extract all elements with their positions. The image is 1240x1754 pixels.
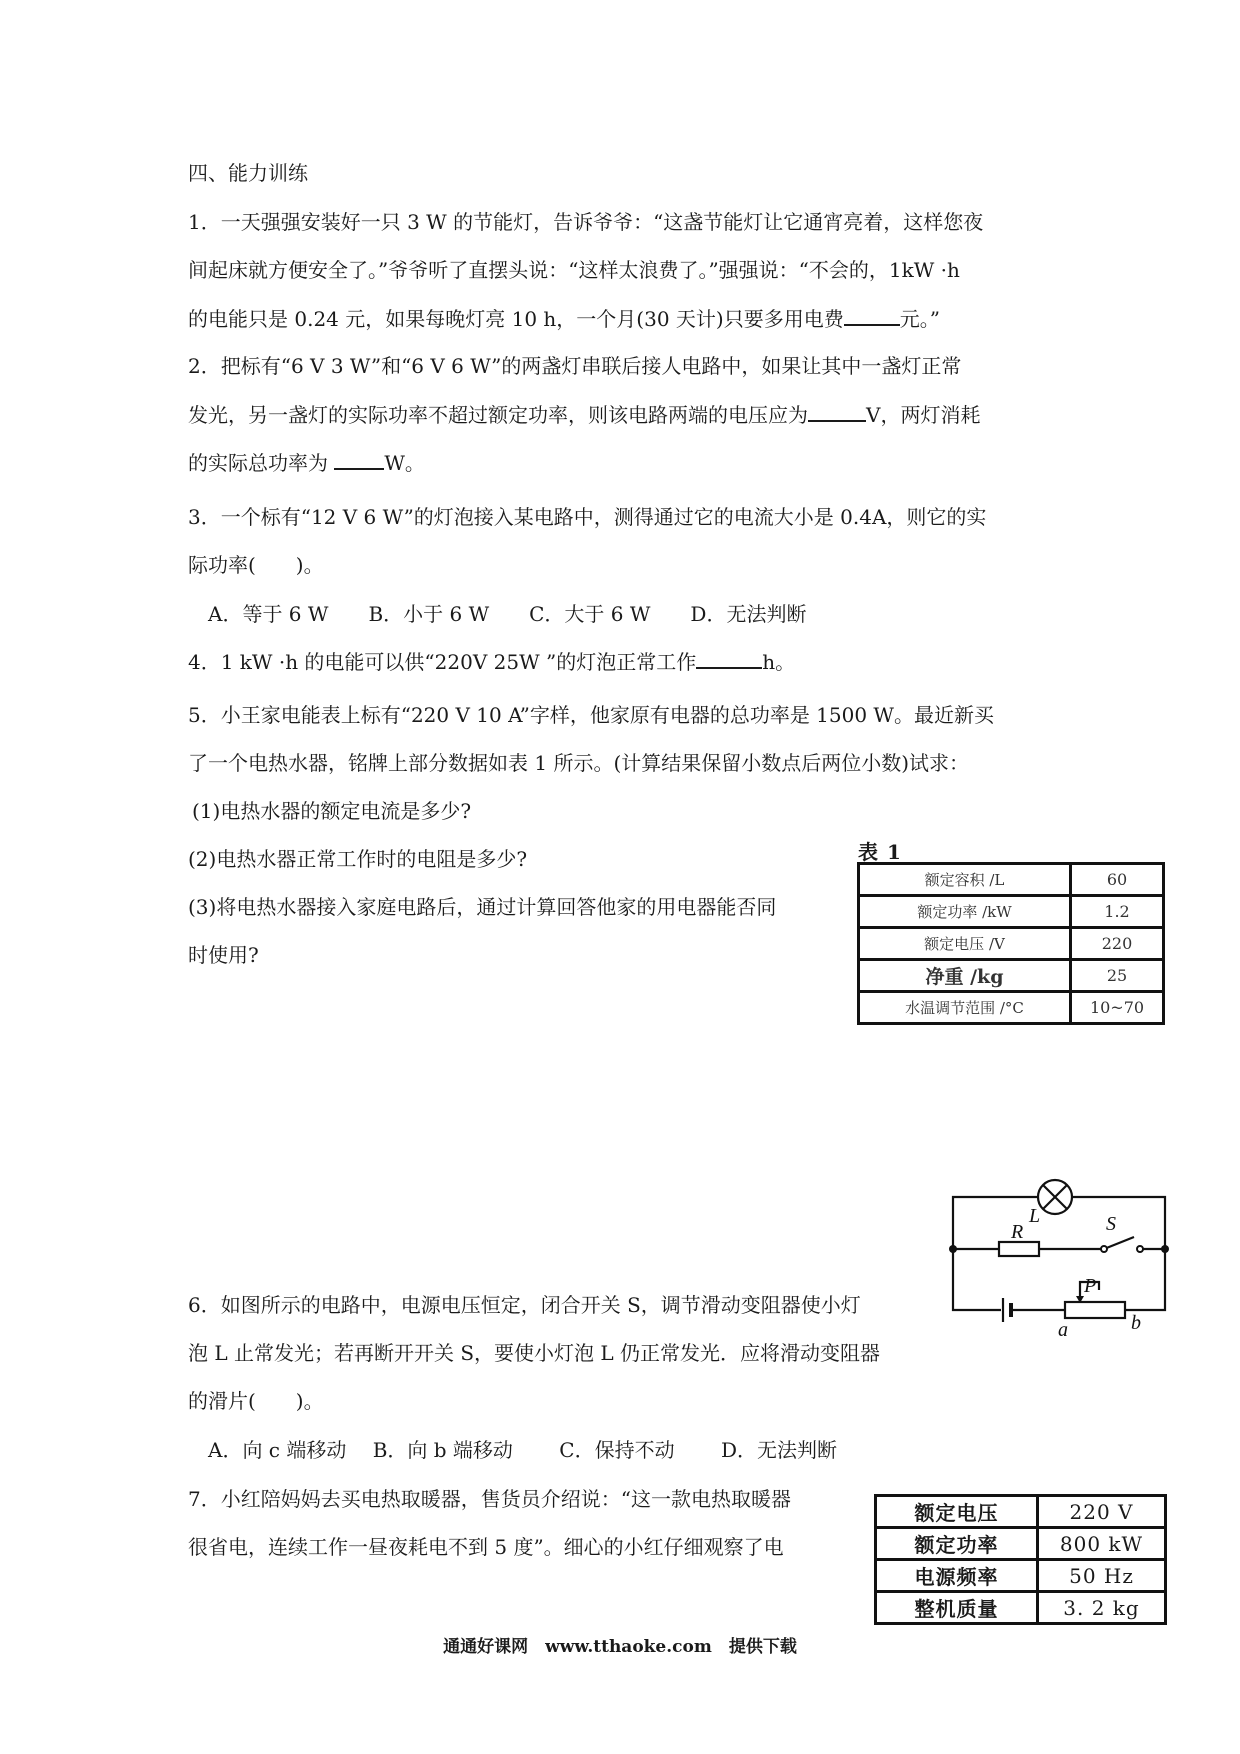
q2-voltage-blank[interactable] [808,400,866,422]
q5-sub-1: (1)电热水器的额定电流是多少? [192,799,472,823]
table-row [876,1496,1166,1528]
table-cell-value: 10~70 [1071,992,1164,1024]
table-cell-label: 水温调节范围 /°C [859,992,1071,1024]
label-slider: P [1084,1275,1097,1297]
q5-sub-3-cont: 时使用? [188,943,259,967]
lamp-symbol [1038,1180,1072,1214]
q1-text-b: 元。” [899,307,940,331]
table-cell-value: 220 [1071,928,1164,960]
table-row [859,864,1164,896]
resistor-symbol [999,1242,1039,1256]
q3-line-2: 际功率( )。 [188,553,324,577]
label-switch: S [1106,1213,1116,1235]
table-cell-value: 50 Hz [1038,1560,1166,1592]
q1-answer-blank[interactable] [844,304,900,326]
q1-line-1: 1．一天强强安装好一只 3 W 的节能灯，告诉爷爷：“这盏节能灯让它通宵亮着，这样您夜 [188,210,984,234]
q2-line-1: 2．把标有“6 V 3 W”和“6 V 6 W”的两盏灯串联后接人电路中，如果让其中一盏灯正常 [188,354,962,378]
q2-line-3 [188,448,425,477]
q5-line-2: 了一个电热水器，铭牌上部分数据如表 1 所示。(计算结果保留小数点后两位小数)试求： [188,751,970,775]
table-cell-value: 800 kW [1038,1528,1166,1560]
table-cell-label: 净重 /kg [859,960,1071,992]
table-cell-value: 3. 2 kg [1038,1592,1166,1624]
label-resistor: R [1011,1221,1024,1243]
q7-line-2: 很省电，连续工作一昼夜耗电不到 5 度”。细心的小红仔细观察了电 [188,1535,784,1559]
q2-text-b: V，两灯消耗 [866,403,981,427]
q5-sub-2: (2)电热水器正常工作时的电阻是多少? [188,847,528,871]
q7-line-1: 7．小红陪妈妈去买电热取暖器，售货员介绍说：“这一款电热取暖器 [188,1487,791,1511]
q4-answer-blank[interactable] [696,647,762,669]
rheostat-symbol [1065,1302,1125,1318]
table-row [876,1528,1166,1560]
table-row [859,960,1164,992]
table-row [859,896,1164,928]
q2-line-2 [188,400,980,429]
table-cell-label: 整机质量 [876,1592,1038,1624]
circuit-diagram [944,1170,1184,1355]
q2-text-d: W。 [384,451,425,475]
q3-options: A．等于 6 W B．小于 6 W C．大于 6 W D．无法判断 [208,602,807,626]
q6-line-2: 泡 L 止常发光；若再断开开关 S，要使小灯泡 L 仍正常发光．应将滑动变阻器 [188,1341,881,1365]
table-row [859,928,1164,960]
table1-title: 表 1 [858,840,902,864]
table-cell-label: 额定功率 [876,1528,1038,1560]
q4-text-a: 4．1 kW ·h 的电能可以供“220V 25W ”的灯泡正常工作 [188,650,697,674]
table-cell-label: 额定电压 [876,1496,1038,1528]
q1-line-3 [188,304,940,333]
table-row [876,1560,1166,1592]
q3-line-1: 3．一个标有“12 V 6 W”的灯泡接入某电路中，测得通过它的电流大小是 0.4A，则它的实 [188,505,987,529]
table-cell-value: 25 [1071,960,1164,992]
table-cell-value: 60 [1071,864,1164,896]
heater-spec-table [874,1494,1167,1625]
table-cell-value: 220 V [1038,1496,1166,1528]
switch-symbol [1101,1246,1107,1252]
water-heater-spec-table [857,862,1165,1025]
battery-symbol [1003,1298,1011,1322]
q5-line-1: 5．小王家电能表上标有“220 V 10 A”字样，他家原有电器的总功率是 1500 W。最近新买 [188,703,994,727]
page-footer: 通通好课网 www.tthaoke.com 提供下载 [443,1637,797,1657]
q1-text-a: 的电能只是 0.24 元，如果每晚灯亮 10 h，一个月(30 天计)只要多用电费 [188,307,844,331]
q6-options: A．向 c 端移动 B．向 b 端移动 C．保持不动 D．无法判断 [208,1438,837,1462]
table-row [859,992,1164,1024]
q1-line-2: 间起床就方便安全了。”爷爷听了直摆头说：“这样太浪费了。”强强说：“不会的，1kW ·h [188,258,960,282]
q4-line-1 [188,647,795,676]
section-title: 四、能力训练 [188,161,308,185]
q5-sub-3: (3)将电热水器接入家庭电路后，通过计算回答他家的用电器能否同 [188,895,777,919]
table-cell-label: 额定容积 /L [859,864,1071,896]
q4-text-b: h。 [762,650,796,674]
table-row [876,1592,1166,1624]
table-cell-label: 电源频率 [876,1560,1038,1592]
q2-text-c: 的实际总功率为 [188,451,335,475]
label-end-a: a [1058,1319,1068,1341]
label-end-b: b [1131,1312,1141,1334]
table-cell-label: 额定功率 /kW [859,896,1071,928]
q6-line-3: 的滑片( )。 [188,1389,324,1413]
label-lamp: L [1029,1205,1041,1227]
q2-text-a: 发光，另一盏灯的实际功率不超过额定功率，则该电路两端的电压应为 [188,403,808,427]
q2-power-blank[interactable] [334,448,384,470]
q6-line-1: 6．如图所示的电路中，电源电压恒定，闭合开关 S，调节滑动变阻器使小灯 [188,1293,861,1317]
table-cell-label: 额定电压 /V [859,928,1071,960]
table-cell-value: 1.2 [1071,896,1164,928]
